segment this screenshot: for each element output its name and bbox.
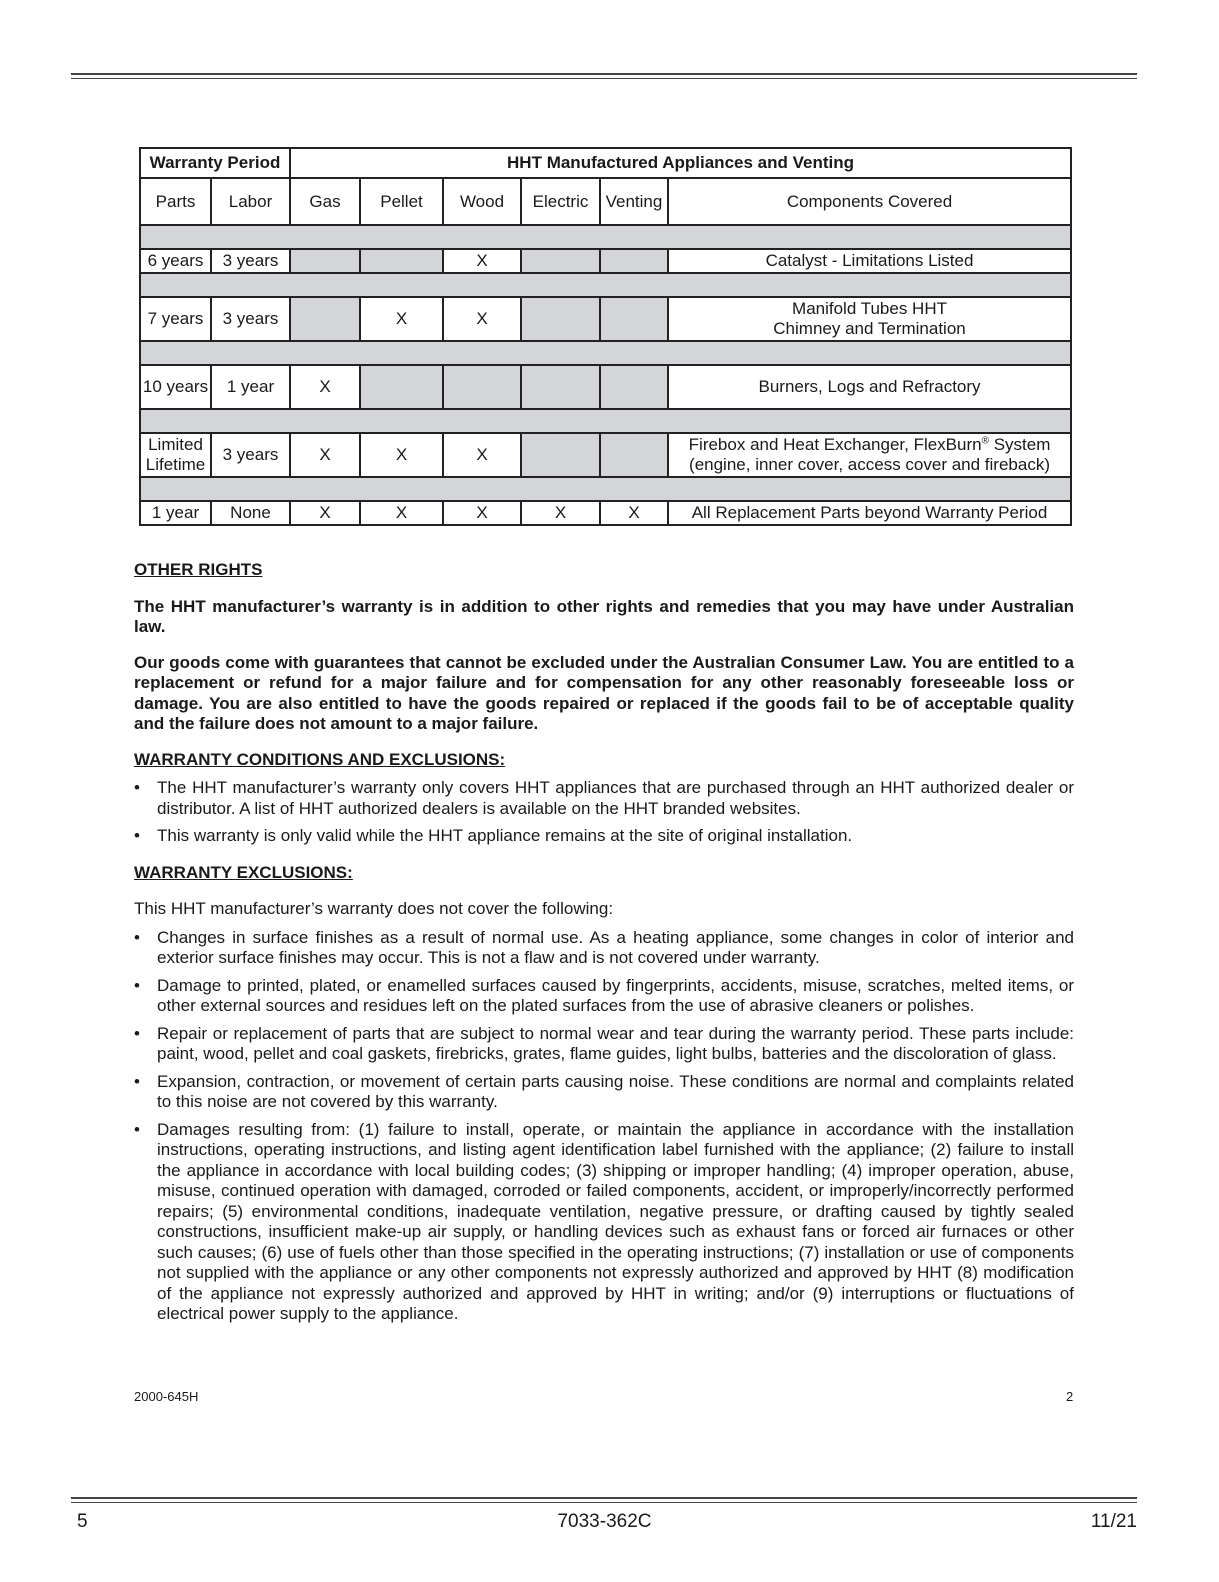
footer-page-number: 5 [77, 1511, 88, 1532]
components-pre: Firebox and Heat Exchanger, FlexBurn [688, 435, 982, 454]
cell-gas: X [290, 433, 360, 477]
footer-doc-number: 7033-362C [557, 1511, 652, 1532]
cell-gas [290, 249, 360, 273]
exclusions-heading: WARRANTY EXCLUSIONS: [134, 862, 353, 882]
cell-parts: 1 year [140, 501, 211, 525]
cell-electric [521, 365, 600, 409]
col-venting: Venting [600, 178, 668, 225]
cell-pellet: X [360, 297, 443, 341]
bullet-icon: • [134, 927, 140, 947]
table-row [140, 297, 1071, 341]
cell-parts: 6 years [140, 249, 211, 273]
cell-venting [600, 433, 668, 477]
col-pellet: Pellet [360, 178, 443, 225]
list-item: • Repair or replacement of parts that are subject to normal wear and tear during the warranty period. These parts include: paint, wood, pellet and coal gaskets, firebricks, grates, flame guides, light bulbs, batteries and the discoloration of glass. [134, 1023, 1074, 1063]
registered-mark: ® [981, 435, 989, 447]
table-row [140, 433, 1071, 477]
list-item: • Expansion, contraction, or movement of certain parts causing noise. These conditions are normal and complaints related to this noise are not covered by this warranty. [134, 1071, 1074, 1111]
other-rights-heading: OTHER RIGHTS [134, 560, 263, 579]
list-item: • Damages resulting from: (1) failure to install, operate, or maintain the appliance in accordance with the installation instructions, operating instructions, and listing agent identification label furnished with the appliance; (2) failure to install the appliance in accordance with local building codes; (3) shipping or improper handling; (4) improper operation, abuse, misuse, continued operation with damaged, corroded or failed components, accident, or improperly/incorrectly performed repairs; (5) environmental conditions, inadequate ventilation, negative pressure, or drafting caused by tightly sealed constructions, insufficient make-up air supply, or handling devices such as exhaust fans or forced air furnaces or other such causes; (6) use of fuels other than those specified in the operating instructions; (7) installation or use of components not supplied with the appliance or any other components not expressly authorized and approved by HHT (8) modification of the appliance not expressly authorized and approved by HHT in writing; and/or (9) interruptions or fluctuations of electrical power supply to the appliance. [134, 1119, 1074, 1323]
bullet-icon: • [134, 1071, 140, 1091]
cell-labor: 1 year [211, 365, 290, 409]
col-labor: Labor [211, 178, 290, 225]
cell-components: Burners, Logs and Refractory [668, 365, 1071, 409]
bullet-icon: • [134, 778, 140, 797]
inner-doc-code: 2000-645H [134, 1389, 199, 1404]
cell-wood: X [443, 249, 521, 273]
parts-line-2: Lifetime [145, 455, 206, 474]
col-wood: Wood [443, 178, 521, 225]
cell-parts [140, 433, 211, 477]
col-gas: Gas [290, 178, 360, 225]
cell-gas [290, 297, 360, 341]
table-row [140, 501, 1071, 525]
other-rights-para-1: The HHT manufacturer’s warranty is in addition to other rights and remedies that you may have under Australian law. [134, 596, 1074, 636]
col-components: Components Covered [668, 178, 1071, 225]
table-header-row [140, 148, 1071, 178]
spacer-row [140, 273, 1071, 297]
cell-components: Catalyst - Limitations Listed [668, 249, 1071, 273]
cell-components [668, 297, 1071, 341]
parts-line-1: Limited [148, 435, 203, 454]
cell-venting [600, 365, 668, 409]
cell-gas: X [290, 365, 360, 409]
cell-labor: None [211, 501, 290, 525]
bullet-icon: • [134, 826, 140, 845]
header-appliances: HHT Manufactured Appliances and Venting [290, 148, 1071, 178]
list-item: • Changes in surface finishes as a result of normal use. As a heating appliance, some changes in color of interior and exterior surface finishes may occur. This is not a flaw and is not covered under warranty. [134, 927, 1074, 967]
warranty-table [139, 147, 1072, 526]
table-row [140, 249, 1071, 273]
cell-parts: 10 years [140, 365, 211, 409]
cell-electric: X [521, 501, 600, 525]
exclusions-list [134, 928, 1074, 1325]
list-item: • This warranty is only valid while the HHT appliance remains at the site of original installation. [134, 826, 853, 845]
table-row [140, 365, 1071, 409]
bullet-icon: • [134, 1119, 140, 1139]
cell-components: All Replacement Parts beyond Warranty Period [668, 501, 1071, 525]
cell-pellet [360, 365, 443, 409]
other-rights-para-2: Our goods come with guarantees that cannot be excluded under the Australian Consumer Law. You are entitled to a replacement or refund for a major failure and for compensation for any other reasonably foreseeable loss or damage. You are also entitled to have the goods repaired or replaced if the goods fail to be of acceptable quality and the failure does not amount to a major failure. [134, 652, 1074, 733]
bottom-rule [71, 1497, 1137, 1503]
cell-gas: X [290, 501, 360, 525]
cell-components [668, 433, 1071, 477]
spacer-row [140, 477, 1071, 501]
cell-parts: 7 years [140, 297, 211, 341]
cell-labor: 3 years [211, 249, 290, 273]
inner-page-number: 2 [1066, 1389, 1074, 1404]
warranty-text [134, 560, 1074, 1341]
cell-wood: X [443, 297, 521, 341]
cell-venting: X [600, 501, 668, 525]
col-electric: Electric [521, 178, 600, 225]
cell-pellet: X [360, 501, 443, 525]
cell-electric [521, 249, 600, 273]
list-item: • Damage to printed, plated, or enamelled surfaces caused by fingerprints, accidents, misuse, scratches, melted items, or other external sources and residues left on the plated surfaces from the use of abrasive cleaners or polishes. [134, 975, 1074, 1015]
cell-electric [521, 297, 600, 341]
cell-labor: 3 years [211, 433, 290, 477]
col-parts: Parts [140, 178, 211, 225]
cell-wood: X [443, 501, 521, 525]
cell-venting [600, 249, 668, 273]
header-warranty-period: Warranty Period [140, 148, 290, 178]
cell-labor: 3 years [211, 297, 290, 341]
components-line-1: Manifold Tubes HHT [792, 299, 947, 318]
column-header-row [140, 178, 1071, 225]
components-post: System [988, 435, 1051, 454]
conditions-heading: WARRANTY CONDITIONS AND EXCLUSIONS: [134, 749, 506, 769]
cell-venting [600, 297, 668, 341]
bullet-icon: • [134, 1023, 140, 1043]
list-item: • The HHT manufacturer’s warranty only covers HHT appliances that are purchased through an HHT authorized dealer or distributor. A list of HHT authorized dealers is available on the HHT branded websites. [134, 778, 1074, 818]
cell-wood: X [443, 433, 521, 477]
cell-pellet: X [360, 433, 443, 477]
spacer-row [140, 341, 1071, 365]
spacer-row [140, 409, 1071, 433]
footer-date: 11/21 [1090, 1511, 1137, 1532]
cell-wood [443, 365, 521, 409]
cell-electric [521, 433, 600, 477]
conditions-list [134, 778, 1074, 847]
top-rule [71, 73, 1137, 79]
components-line-2: Chimney and Termination [773, 319, 966, 338]
exclusions-intro: This HHT manufacturer’s warranty does not cover the following: [134, 899, 614, 918]
spacer-row [140, 225, 1071, 249]
bullet-icon: • [134, 975, 140, 995]
components-line-2: (engine, inner cover, access cover and fireback) [689, 455, 1050, 474]
components-line-1 [669, 435, 1070, 455]
cell-pellet [360, 249, 443, 273]
